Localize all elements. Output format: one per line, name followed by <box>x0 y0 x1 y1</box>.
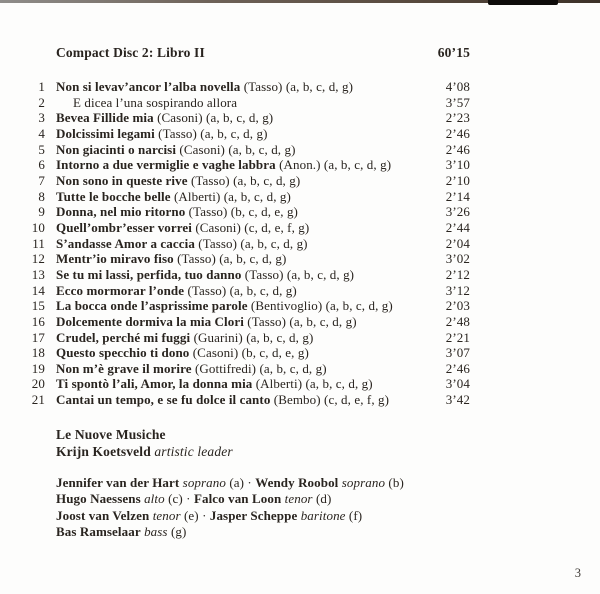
scan-edge-dark-segment <box>488 0 558 5</box>
track-title: Ti spontò l’ali, Amor, la donna mia <box>56 376 253 392</box>
track-row <box>30 283 470 299</box>
track-title-cell <box>45 126 426 142</box>
ensemble-line <box>56 444 233 461</box>
track-annotation: (Tasso) (a, b, c, d, g) <box>241 266 355 282</box>
track-duration: 3’26 <box>445 204 470 220</box>
track-annotation: (Casoni) (a, b, c, d, g) <box>153 110 274 126</box>
page-number: 3 <box>574 566 581 580</box>
track-title-cell <box>45 251 426 267</box>
track-duration: 2’46 <box>445 360 470 376</box>
track-title: Intorno a due vermiglie e vaghe labbra <box>56 157 276 173</box>
track-duration: 3’04 <box>445 376 470 392</box>
name-text: Falco van Loon <box>193 491 282 507</box>
role-text: baritone <box>297 507 346 523</box>
track-duration: 2’48 <box>445 313 470 329</box>
track-duration: 2’23 <box>445 110 470 126</box>
track-number: 15 <box>31 298 45 314</box>
track-duration: 2’04 <box>445 235 470 251</box>
track-number: 1 <box>38 79 45 94</box>
track-number: 9 <box>38 204 45 220</box>
track-title-cell <box>45 79 426 95</box>
track-title-cell <box>45 267 426 283</box>
track-title: Dolcissimi legami <box>56 125 155 141</box>
track-number: 13 <box>31 266 45 282</box>
disc-header <box>30 45 470 61</box>
role-text: bass <box>140 524 168 540</box>
track-duration: 2’44 <box>445 219 470 235</box>
track-list <box>30 79 470 408</box>
track-title: Mentr’io miravo fiso <box>56 251 174 267</box>
track-row <box>30 126 470 142</box>
track-number: 21 <box>31 392 45 408</box>
track-row <box>30 79 470 95</box>
track-row <box>30 267 470 283</box>
text-segment: (b) <box>385 475 404 490</box>
track-title: Bevea Fillide mia <box>56 110 154 126</box>
role-text: alto <box>140 491 165 507</box>
track-title-cell <box>45 392 426 408</box>
track-number: 3 <box>38 110 45 126</box>
track-row <box>30 236 470 252</box>
track-title-cell <box>45 361 426 377</box>
track-title-cell <box>45 314 426 330</box>
track-title-cell <box>45 345 426 361</box>
track-title: Ecco mormorar l’onde <box>56 282 185 298</box>
track-duration: 3’12 <box>445 282 470 298</box>
track-annotation: (Guarini) (a, b, c, d, g) <box>190 329 314 345</box>
track-number: 14 <box>31 282 45 298</box>
role-text: tenor <box>149 507 181 523</box>
track-annotation: (Casoni) (b, c, d, e, g) <box>189 345 309 361</box>
performer-line <box>56 508 404 524</box>
track-number: 7 <box>38 172 45 188</box>
track-row <box>30 142 470 158</box>
track-row <box>30 220 470 236</box>
track-title: Cantai un tempo, e se fu dolce il canto <box>56 392 271 408</box>
track-title-cell <box>45 298 426 314</box>
track-duration: 3’02 <box>445 251 470 267</box>
track-number: 2 <box>38 94 45 110</box>
track-annotation: (Tasso) (b, c, d, e, g) <box>185 204 298 220</box>
track-number: 8 <box>38 188 45 204</box>
track-row <box>30 95 470 111</box>
track-duration: 4’08 <box>445 79 470 94</box>
track-title-cell <box>45 204 426 220</box>
track-annotation: (Casoni) (a, b, c, d, g) <box>176 141 296 157</box>
track-number: 16 <box>31 313 45 329</box>
text-segment: (f) <box>345 507 363 523</box>
role-text: soprano <box>179 475 226 490</box>
track-duration: 2’21 <box>445 329 470 345</box>
track-duration: 2’46 <box>445 125 470 141</box>
track-row <box>30 392 470 408</box>
track-title-cell <box>45 95 426 111</box>
track-row <box>30 110 470 126</box>
name-text: Krijn Koetsveld <box>56 443 151 459</box>
track-number: 17 <box>31 329 45 345</box>
track-title: Non si levav’ancor l’alba novella <box>56 79 241 94</box>
track-title-cell <box>45 236 426 252</box>
track-title-cell <box>45 283 426 299</box>
track-title: Quell’ombr’esser vorrei <box>56 219 192 235</box>
track-title: Non giacinti o narcisi <box>56 141 177 157</box>
track-row <box>30 298 470 314</box>
performer-line <box>56 524 404 540</box>
track-annotation: (Tasso) (a, b, c, d, g) <box>240 79 354 94</box>
track-annotation: (Anon.) (a, b, c, d, g) <box>275 157 392 173</box>
track-annotation: (Alberti) (a, b, c, d, g) <box>252 376 373 392</box>
track-title-cell <box>45 142 426 158</box>
track-title: Non m’è grave il morire <box>56 360 192 376</box>
track-title: Se tu mi lassi, perfida, tuo danno <box>56 266 242 282</box>
name-text: Wendy Roobol <box>255 475 339 490</box>
track-row <box>30 345 470 361</box>
track-duration: 3’57 <box>445 94 470 110</box>
track-annotation: (Tasso) (a, b, c, d, g) <box>187 172 301 188</box>
role-text: artistic leader <box>150 443 233 459</box>
track-number: 5 <box>38 141 45 157</box>
track-duration: 3’42 <box>445 392 470 408</box>
track-duration: 2’12 <box>445 266 470 282</box>
text-segment: (e) · <box>180 507 210 523</box>
text-segment: (c) · <box>164 491 194 507</box>
performer-line <box>56 491 404 507</box>
track-duration: 2’46 <box>445 141 470 157</box>
role-text: tenor <box>281 491 313 507</box>
name-text: Jennifer van der Hart <box>56 475 180 490</box>
ensemble-line <box>56 427 233 444</box>
track-annotation: (Alberti) (a, b, c, d, g) <box>170 188 291 204</box>
name-text: Joost van Velzen <box>56 507 150 523</box>
track-row <box>30 314 470 330</box>
track-row <box>30 173 470 189</box>
track-annotation: (Tasso) (a, b, c, d, g) <box>173 251 287 267</box>
track-title: E dicea l’una sospirando allora <box>73 94 238 110</box>
track-duration: 3’10 <box>445 157 470 173</box>
track-title: Donna, nel mio ritorno <box>56 204 186 220</box>
ensemble-block <box>56 427 233 461</box>
text-segment: (d) <box>312 491 332 507</box>
track-row <box>30 204 470 220</box>
track-annotation: (Tasso) (a, b, c, d, g) <box>154 125 268 141</box>
track-title-cell <box>45 189 426 205</box>
track-annotation: (Bentivoglio) (a, b, c, d, g) <box>247 298 393 314</box>
track-annotation: (Tasso) (a, b, c, d, g) <box>184 282 297 298</box>
track-number: 19 <box>31 360 45 376</box>
track-title: S’andasse Amor a caccia <box>56 235 195 251</box>
performers-block <box>56 475 404 541</box>
track-title: Tutte le bocche belle <box>56 188 171 204</box>
track-title-cell <box>45 173 426 189</box>
track-row <box>30 157 470 173</box>
disc-title: Compact Disc 2: Libro II <box>56 45 205 60</box>
track-title: La bocca onde l’asprissime parole <box>56 298 248 314</box>
track-annotation: (Tasso) (a, b, c, d, g) <box>194 235 308 251</box>
track-row <box>30 361 470 377</box>
track-number: 11 <box>32 235 45 251</box>
name-text: Bas Ramselaar <box>56 524 141 540</box>
track-title-cell <box>45 110 426 126</box>
role-text: soprano <box>338 475 386 490</box>
track-title: Dolcemente dormiva la mia Clori <box>56 313 244 329</box>
track-title-cell <box>45 220 426 236</box>
track-duration: 2’03 <box>445 298 470 314</box>
track-number: 20 <box>31 376 45 392</box>
disc-total-duration: 60’15 <box>437 45 470 60</box>
track-annotation: (Bembo) (c, d, e, f, g) <box>270 392 390 408</box>
track-title: Non sono in queste rive <box>56 172 188 188</box>
name-text: Jasper Scheppe <box>209 507 298 523</box>
track-row <box>30 251 470 267</box>
track-duration: 3’07 <box>445 345 470 361</box>
text-segment: (g) <box>167 524 187 540</box>
track-duration: 2’10 <box>445 172 470 188</box>
track-row <box>30 189 470 205</box>
track-annotation: (Tasso) (a, b, c, d, g) <box>243 313 357 329</box>
track-title-cell <box>45 330 426 346</box>
track-annotation: (Casoni) (c, d, e, f, g) <box>192 219 310 235</box>
track-number: 10 <box>31 219 45 235</box>
name-text: Le Nuove Musiche <box>56 427 166 442</box>
track-number: 4 <box>38 125 45 141</box>
track-title: Questo specchio ti dono <box>56 345 190 361</box>
track-title-cell <box>45 157 426 173</box>
track-title-cell <box>45 376 426 392</box>
track-number: 6 <box>38 157 45 173</box>
track-row <box>30 376 470 392</box>
track-duration: 2’14 <box>445 188 470 204</box>
track-row <box>30 330 470 346</box>
name-text: Hugo Naessens <box>56 491 141 507</box>
performer-line <box>56 475 404 491</box>
track-annotation: (Gottifredi) (a, b, c, d, g) <box>191 360 327 376</box>
track-title: Crudel, perché mi fuggi <box>56 329 191 345</box>
track-number: 12 <box>31 251 45 267</box>
track-number: 18 <box>31 345 45 361</box>
text-segment: (a) · <box>225 475 256 490</box>
